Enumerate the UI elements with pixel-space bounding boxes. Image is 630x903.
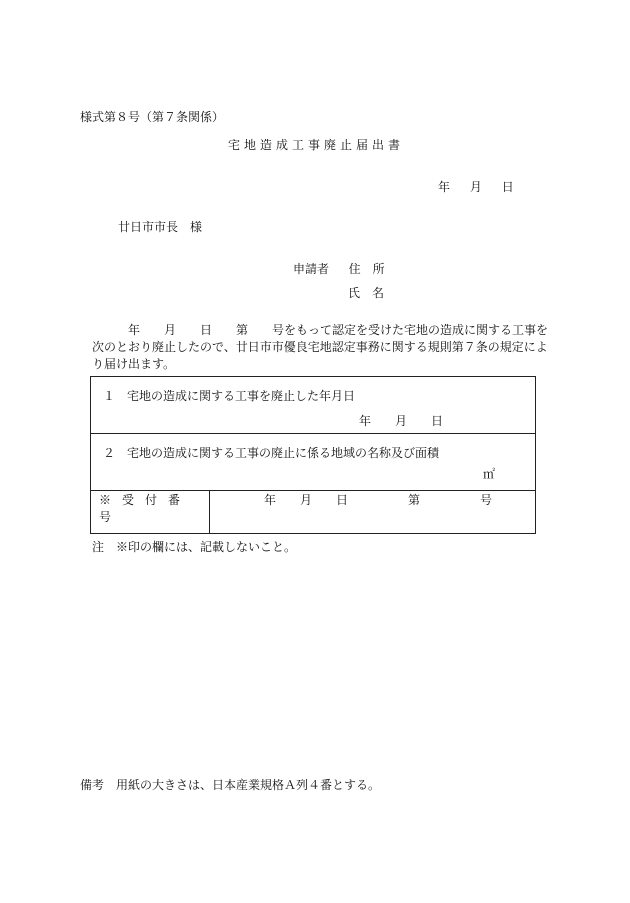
table-row: [91, 434, 536, 491]
abandon-date-label: １ 宅地の造成に関する工事を廃止した年月日: [103, 389, 356, 403]
remark: 備考 用紙の大きさは、日本産業規格Ａ列４番とする。: [80, 778, 381, 792]
abandon-date-cell: [91, 377, 536, 434]
area-unit: ㎡: [482, 467, 495, 481]
receipt-number-value: 年 月 日 第 号: [210, 491, 536, 534]
table-row: [91, 377, 536, 434]
applicant-name-row: [348, 286, 384, 300]
body-text: 年 月 日 第 号をもって認定を受けた宅地の造成に関する工事を次のとおり廃止したので、廿日市市優良宅地認定事務に関する規則第７条の規定により届け出ます。: [92, 323, 549, 371]
date-year: 年: [438, 180, 451, 194]
receipt-number-label: ※受付番号: [91, 491, 210, 534]
addressee: 廿日市市長 様: [118, 220, 203, 234]
date-line: [438, 180, 514, 194]
form-number: 様式第８号（第７条関係）: [80, 110, 225, 124]
table-row: [91, 491, 536, 534]
body-paragraph: [92, 322, 550, 373]
applicant-address-row: [293, 262, 385, 276]
note: 注 ※印の欄には、記載しないこと。: [92, 540, 297, 554]
page-title: 宅地造成工事廃止届出書: [228, 138, 405, 152]
date-day: 日: [501, 180, 514, 194]
notification-table: [90, 376, 536, 534]
date-month: 月: [469, 180, 482, 194]
applicant-label: 申請者: [293, 262, 330, 276]
area-label: ２ 宅地の造成に関する工事の廃止に係る地域の名称及び面積: [103, 446, 440, 460]
abandon-date-value: 年 月 日: [358, 414, 443, 428]
address-label: 住 所: [348, 262, 385, 276]
name-label: 氏 名: [348, 286, 385, 300]
area-cell: [91, 434, 536, 491]
